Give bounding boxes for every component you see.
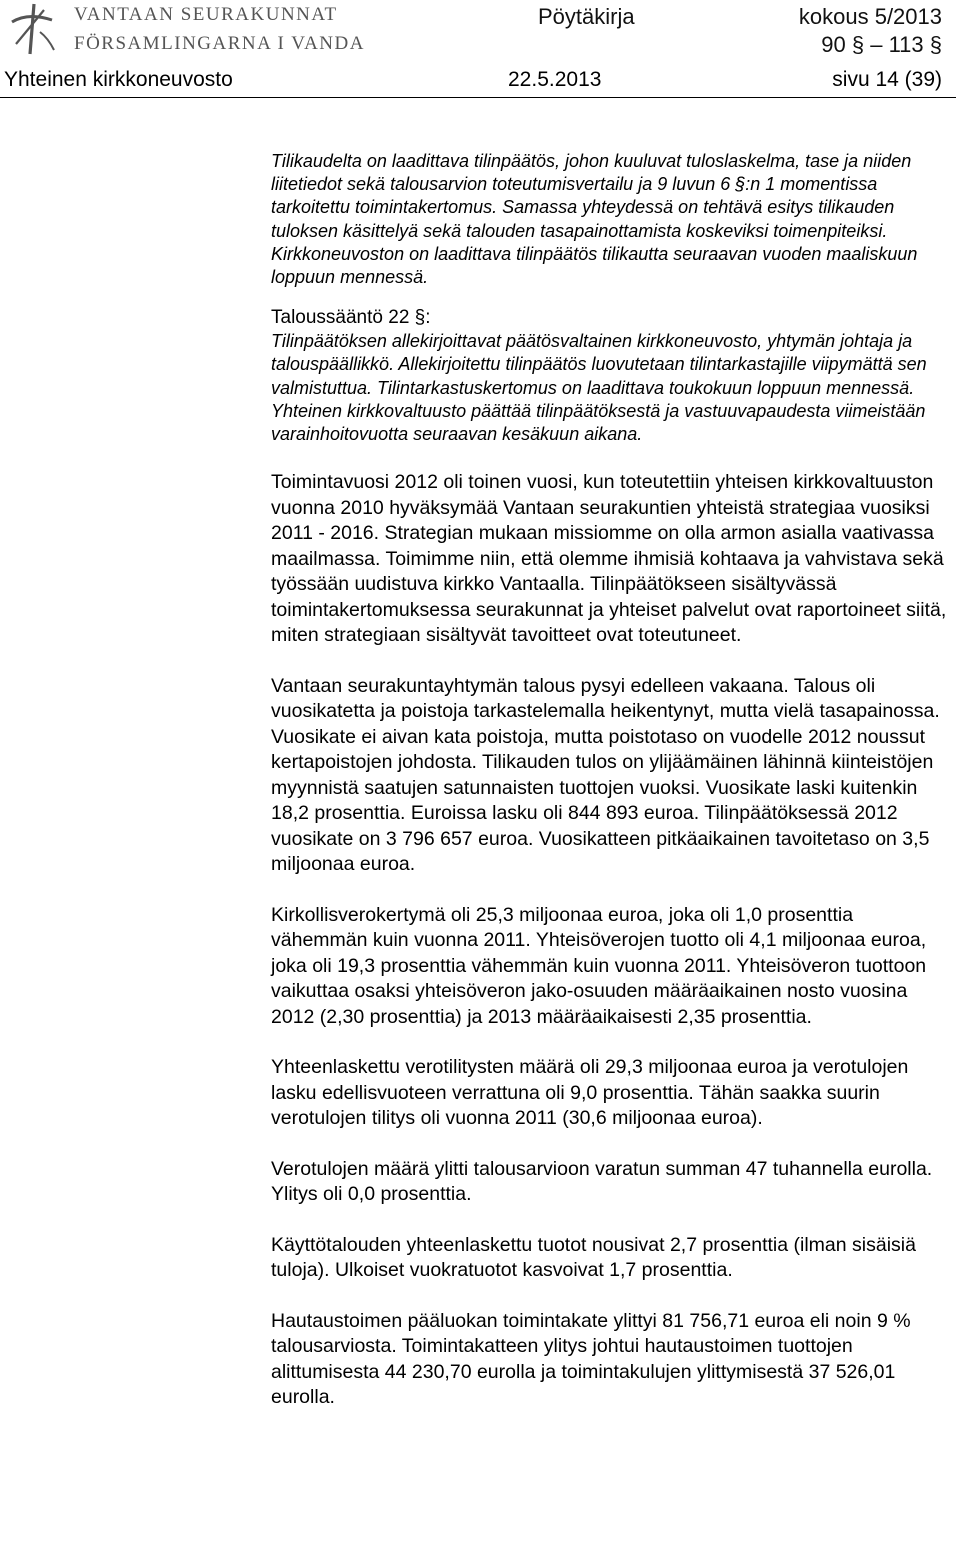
paragraph-tax-budget: Verotulojen määrä ylitti talousarvioon varatun summan 47 tuhannella eurolla. Ylitys oli 0,0 prosenttia. [271,1157,933,1206]
page-number: sivu 14 (39) [832,68,942,91]
header-divider [0,97,956,98]
cross-dove-logo-icon [4,2,58,56]
meeting-number: kokous 5/2013 [798,4,942,29]
paragraph-burial-services: Hautaustoimen pääluokan toimintakate ylittyi 81 756,71 euroa eli noin 9 % talousarviosta. Toimintakatteen ylitys johtui hautaustoimen tuottojen alittumisesta 44 230,70 eurolla ja toimintakulujen ylittymisestä 37 526,01 eurolla. [271,1309,911,1409]
document-body [271,150,951,1411]
regulation-heading: Taloussääntö 22 §: [271,307,431,329]
page-header [0,0,960,100]
organization-name-sv: FÖRSAMLINGARNA I VANDA [74,33,365,54]
paragraph-church-tax: Kirkollisverokertymä oli 25,3 miljoonaa euroa, joka oli 1,0 prosenttia vähemmän kuin vuonna 2011. Yhteisöverojen tuotto oli 4,1 miljoonaa euroa, joka oli 19,3 prosenttia vähemmän kuin vuonna 2011. Yhteisöveron tuottoon vaikuttaa osaksi yhteisöveron jako-osuuden määräaikainen nosto vuosina 2012 (2,30 prosenttia) ja 2013 määräaikaisesti 2,35 prosenttia. [271,903,927,1028]
paragraph-strategy: Toimintavuosi 2012 oli toinen vuosi, kun toteutettiin yhteisen kirkkovaltuuston vuonna 2010 hyväksymää Vantaan seurakuntien yhteistä strategiaa vuosiksi 2011 - 2016. Strategian mukaan missiomme on olla armon asialla vaativassa maailmassa. Toimimme niin, että olemme ihmisiä kohtaava ja vahvistava sekä työssään uudistuva kirkko Vantaalla. Tilinpäätökseen sisältyvässä toimintakertomuksessa seurakunnat ja yhteiset palvelut ovat raportoineet siitä, miten strategiaan sisältyvät tavoitteet ovat toteutuneet. [271,471,947,647]
regulation-text: Tilinpäätöksen allekirjoittavat päätösvaltainen kirkkoneuvosto, yhtymän johtaja ja talouspäällikkö. Allekirjoitettu tilinpäätös luovutetaan tilintarkastajille viipymättä sen valmistuttua. Tilintarkastuskertomus on laadittava toukokuun loppuun mennessä. Yhteinen kirkkovaltuusto päättää tilinpäätöksestä ja vastuuvapaudesta viimeistään varainhoitovuotta seuraavan kesäkuun aikana. [271,331,927,445]
intro-paragraph: Tilikaudelta on laadittava tilinpäätös, johon kuuluvat tuloslaskelma, tase ja niiden liitetiedot sekä talousarvion toteutumisvertailu ja 9 luvun 6 §:n 1 momentissa tarkoitettu toimintakertomus. Samassa yhteydessä on tehtävä esitys tilikauden tuloksen käsittelyä sekä talouden tasapainottamista koskeviksi toimenpiteiksi. Kirkkoneuvoston on laadittava tilinpäätös tilikautta seuraavan vuoden maaliskuun loppuun mennessä. [271,151,918,288]
organization-name-fi: VANTAAN SEURAKUNNAT [74,4,338,25]
paragraph-operating-income: Käyttötalouden yhteenlaskettu tuotot nousivat 2,7 prosenttia (ilman sisäisiä tuloja). Ulkoiset vuokratuotot kasvoivat 1,7 prosenttia. [271,1233,916,1282]
document-type: Pöytäkirja [538,4,635,29]
governing-body: Yhteinen kirkkoneuvosto [4,68,233,91]
section-range: 90 § – 113 § [821,32,942,57]
paragraph-economy: Vantaan seurakuntayhtymän talous pysyi edelleen vakaana. Talous oli vuosikatetta ja poistoja tarkastelemalla heikentynyt, mutta vielä tasapainossa. Vuosikate ei aivan kata poistoja, mutta poistotaso on vuodelle 2012 noussut kertapoistojen johdosta. Tilikauden tulos on ylijäämäinen lähinnä kiinteistöjen myynnistä saatujen satunnaisten tuottojen vuoksi. Vuosikate laski kuitenkin 18,2 prosenttia. Euroissa lasku oli 844 893 euroa. Tilinpäätöksessä 2012 vuosikate on 3 796 657 euroa. Vuosikatteen pitkäaikainen tavoitetaso on 3,5 miljoonaa euroa. [271,674,940,876]
meeting-date: 22.5.2013 [508,68,602,91]
paragraph-tax-remittances: Yhteenlaskettu verotilitysten määrä oli 29,3 miljoonaa euroa ja verotulojen lasku edellisvuoteen verrattuna oli 9,0 prosenttia. Tähän saakka suurin verotulojen tilitys oli vuonna 2011 (30,6 miljoonaa euroa). [271,1056,909,1130]
